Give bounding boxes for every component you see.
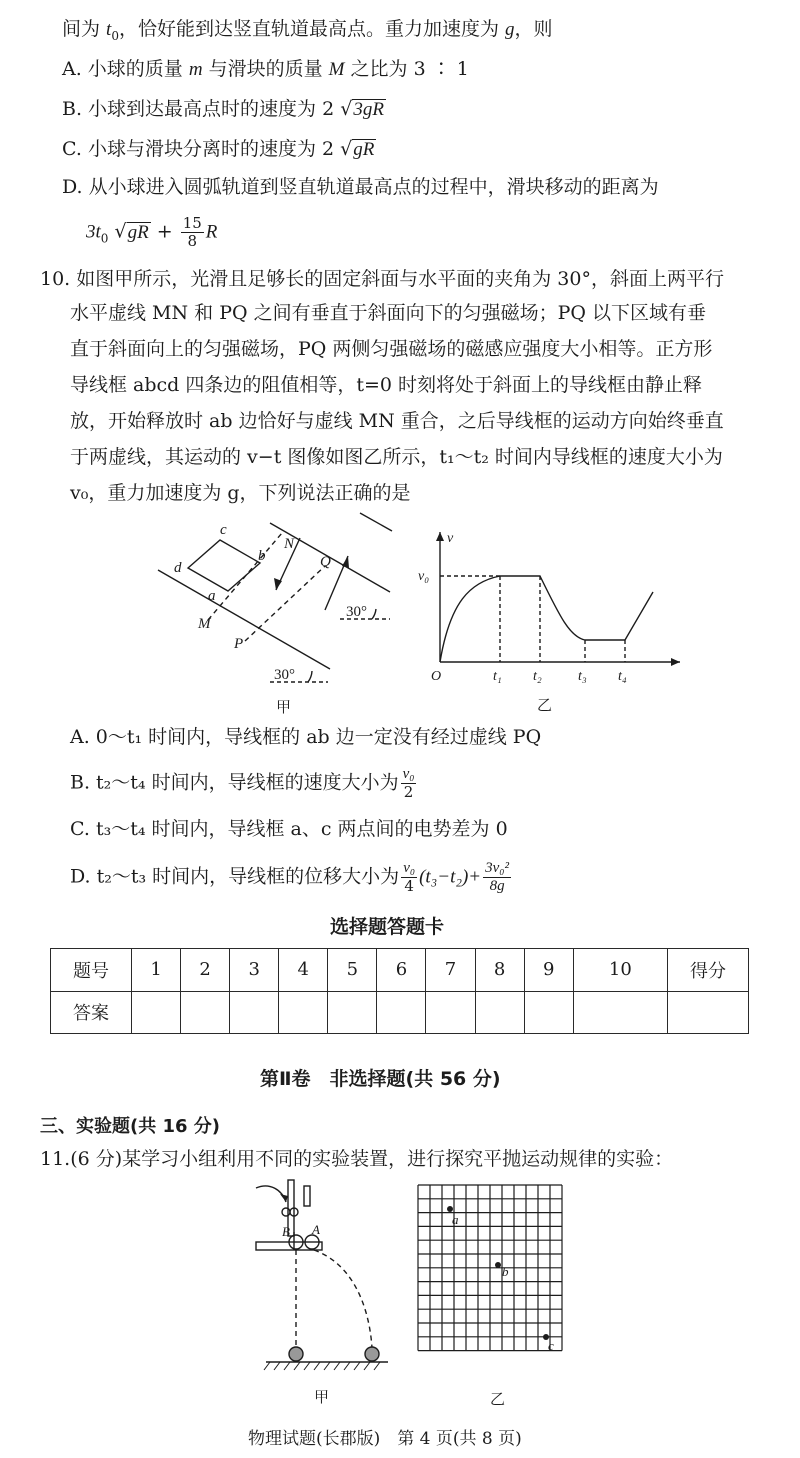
q9-option-d: D. 从小球进入圆弧轨道到竖直轨道最高点的过程中，滑块移动的距离为 bbox=[62, 176, 659, 198]
figure-caption: 乙 bbox=[490, 1390, 506, 1408]
incline-figure bbox=[150, 508, 400, 718]
answer-cell[interactable] bbox=[475, 991, 524, 1034]
answer-cell[interactable] bbox=[230, 991, 279, 1034]
q9-stem-line: 间为 $t_0$，恰好能到达竖直轨道最高点。重力加速度为 g，则 bbox=[62, 18, 553, 43]
q9-option-a: A. 小球的质量 m 与滑块的质量 M 之比为 3 ∶ 1 bbox=[62, 58, 469, 80]
incline-edge-upper bbox=[360, 513, 392, 531]
header-cell: 8 bbox=[475, 949, 524, 992]
figure-caption: 甲 bbox=[276, 698, 292, 716]
label-m: M bbox=[198, 616, 211, 632]
axis-label-v: v bbox=[447, 531, 454, 546]
label-c: c bbox=[220, 522, 227, 538]
tick-t4: t₄ bbox=[618, 669, 627, 684]
header-cell: 6 bbox=[377, 949, 426, 992]
answer-cell[interactable] bbox=[524, 991, 573, 1034]
point-b bbox=[495, 1262, 501, 1268]
tick-t3: t₃ bbox=[578, 669, 587, 684]
v-axis-arrow bbox=[436, 532, 444, 541]
tick-t1: t₁ bbox=[493, 669, 502, 684]
header-cell: 得分 bbox=[668, 949, 749, 992]
q10-stem-line: 导线框 abcd 四条边的阻值相等，t=0 时刻将处于斜面上的导线框由静止释 bbox=[70, 374, 703, 396]
header-cell: 9 bbox=[524, 949, 573, 992]
label-point-a: a bbox=[452, 1212, 459, 1227]
label-ball-b: B bbox=[282, 1224, 290, 1239]
answer-cell[interactable] bbox=[328, 991, 377, 1034]
label-q: Q bbox=[320, 554, 331, 570]
figure-caption: 乙 bbox=[537, 696, 553, 714]
label-p: P bbox=[234, 636, 244, 652]
vt-curve bbox=[440, 576, 653, 662]
q9-option-b: B. 小球到达最高点时的速度为 2 √3gR bbox=[62, 98, 384, 120]
header-cell: 1 bbox=[132, 949, 181, 992]
arrow-head-up bbox=[342, 556, 349, 568]
angle-label-1: 30° bbox=[346, 604, 367, 620]
q10-stem-line: 直于斜面向上的匀强磁场，PQ 两侧匀强磁场的磁感应强度大小相等。正方形 bbox=[70, 338, 713, 360]
header-cell: 7 bbox=[426, 949, 475, 992]
answer-cell[interactable] bbox=[279, 991, 328, 1034]
q10-stem-line: 于两虚线，其运动的 v−t 图像如图乙所示，t₁～t₂ 时间内导线框的速度大小为 bbox=[70, 446, 723, 468]
ball-landed-b bbox=[289, 1347, 303, 1361]
answer-cell[interactable] bbox=[426, 991, 475, 1034]
q10-stem-line: 水平虚线 MN 和 PQ 之间有垂直于斜面向下的匀强磁场；PQ 以下区域有垂 bbox=[70, 302, 707, 324]
score-cell[interactable] bbox=[668, 991, 749, 1034]
figure-caption: 甲 bbox=[314, 1388, 330, 1406]
answer-cell[interactable] bbox=[181, 991, 230, 1034]
label-ball-a: A bbox=[312, 1222, 320, 1237]
hammer-arrow bbox=[256, 1186, 286, 1202]
label-point-b: b bbox=[502, 1264, 509, 1279]
vt-graph bbox=[415, 522, 690, 714]
answer-card-table bbox=[50, 948, 749, 1034]
apparatus-figure bbox=[248, 1176, 398, 1408]
header-cell: 4 bbox=[279, 949, 328, 992]
projectile-path bbox=[314, 1250, 372, 1348]
answer-cell[interactable] bbox=[377, 991, 426, 1034]
grid-lines bbox=[418, 1185, 562, 1351]
angle-arc-2 bbox=[308, 671, 312, 682]
q10-stem-line: 放，开始释放时 ab 边恰好与虚线 MN 重合，之后导线框的运动方向始终垂直 bbox=[70, 410, 724, 432]
q9-option-d-expression: $3t_0$ √gR + $\frac{15}{8}$ R bbox=[86, 214, 218, 250]
answer-cell[interactable] bbox=[573, 991, 667, 1034]
row-label: 答案 bbox=[51, 991, 132, 1034]
q9-option-c: C. 小球与滑块分离时的速度为 2 √gR bbox=[62, 138, 375, 160]
answer-card-header-row bbox=[51, 949, 749, 992]
header-cell: 10 bbox=[573, 949, 667, 992]
section3-heading: 三、实验题(共 16 分) bbox=[40, 1116, 221, 1137]
q10-option-d: D. t₂～t₃ 时间内，导线框的位移大小为 $\frac{\text{v₀}}{4}$ (t₃−t₂)+ $\frac{\text{3v₀²}}{8g}$ bbox=[70, 860, 510, 895]
part2-title: 第Ⅱ卷 非选择题(共 56 分) bbox=[260, 1068, 501, 1090]
angle-label-2: 30° bbox=[274, 667, 295, 683]
t-axis-arrow bbox=[671, 658, 680, 666]
q10-stem-line: 10. 如图甲所示，光滑且足够长的固定斜面与水平面的夹角为 30°，斜面上两平行 bbox=[40, 268, 724, 290]
angle-arc-1 bbox=[372, 609, 376, 619]
q11-stem: 11.(6 分)某学习小组利用不同的实验装置，进行探究平抛运动规律的实验： bbox=[40, 1148, 674, 1170]
trajectory-grid bbox=[410, 1180, 585, 1412]
wire-frame-abcd bbox=[188, 540, 260, 591]
label-n: N bbox=[284, 536, 295, 552]
label-b: b bbox=[258, 548, 266, 564]
header-cell: 3 bbox=[230, 949, 279, 992]
q10-option-b: B. t₂～t₄ 时间内，导线框的速度大小为 $\frac{\text{v₀}}{2}$ bbox=[70, 766, 415, 801]
header-cell: 2 bbox=[181, 949, 230, 992]
tick-t2: t₂ bbox=[533, 669, 542, 684]
q10-option-c: C. t₃～t₄ 时间内，导线框 a、c 两点间的电势差为 0 bbox=[70, 818, 508, 840]
stand-tab bbox=[304, 1186, 310, 1206]
label-point-c: c bbox=[548, 1338, 554, 1353]
ball-landed-a bbox=[365, 1347, 379, 1361]
label-a: a bbox=[208, 588, 216, 604]
answer-card-title: 选择题答题卡 bbox=[330, 916, 445, 938]
boundary-pq bbox=[245, 566, 325, 641]
q10-stem-line: v₀，重力加速度为 g，下列说法正确的是 bbox=[70, 482, 411, 504]
label-d: d bbox=[174, 560, 182, 576]
header-cell: 题号 bbox=[51, 949, 132, 992]
page-footer: 物理试题(长郡版) 第 4 页(共 8 页) bbox=[248, 1429, 522, 1449]
answer-card-answer-row bbox=[51, 991, 749, 1034]
axis-label-o: O bbox=[431, 669, 442, 684]
answer-cell[interactable] bbox=[132, 991, 181, 1034]
label-v0: v₀ bbox=[418, 569, 430, 584]
header-cell: 5 bbox=[328, 949, 377, 992]
q10-option-a: A. 0～t₁ 时间内，导线框的 ab 边一定没有经过虚线 PQ bbox=[70, 726, 542, 748]
